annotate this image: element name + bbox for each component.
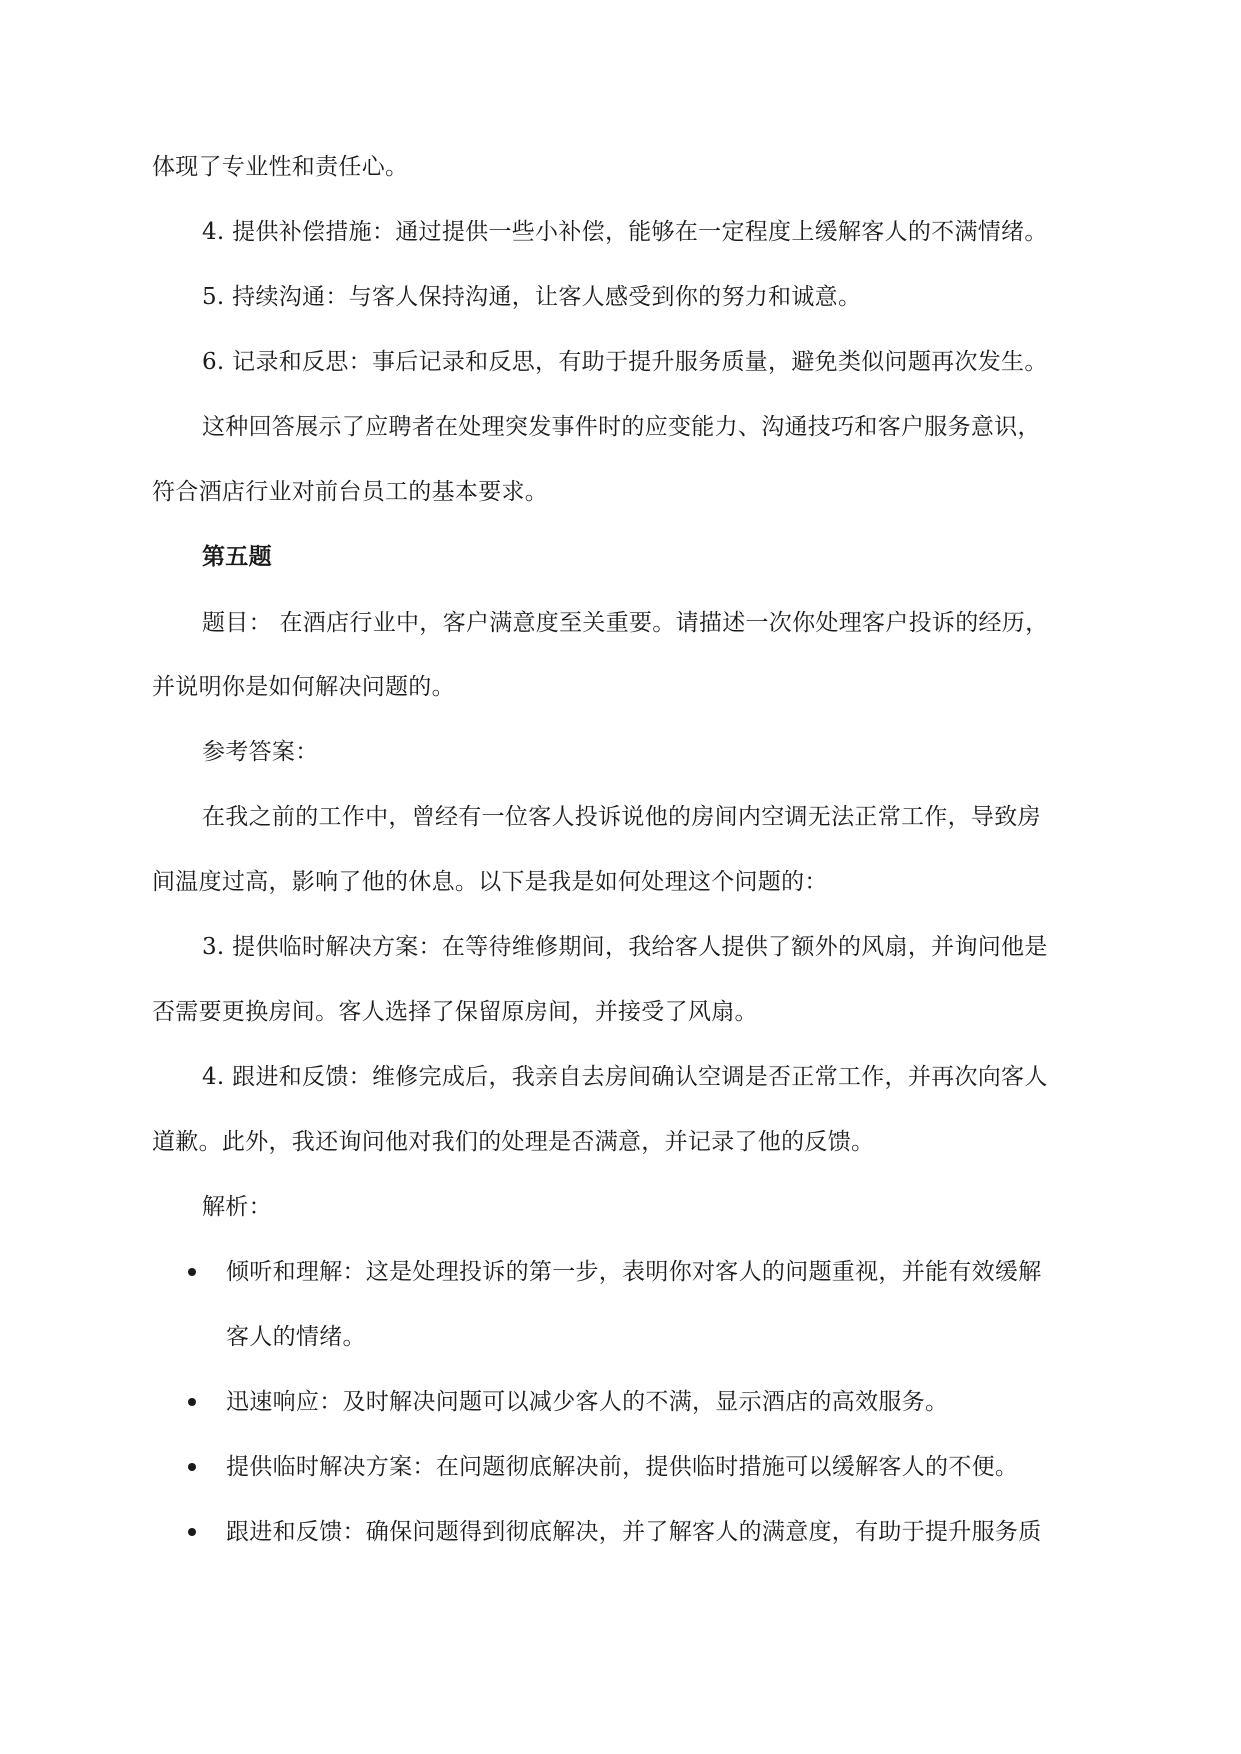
bullet-icon [188,1268,196,1276]
bullet-icon [188,1463,196,1471]
bullet-item: 倾听和理解：这是处理投诉的第一步，表明你对客人的问题重视，并能有效缓解 [226,1259,1042,1285]
text-line: 否需要更换房间。客人选择了保留原房间，并接受了风扇。 [152,999,758,1025]
text-line: 客人的情绪。 [226,1324,366,1350]
text-line: 6. 记录和反思：事后记录和反思，有助于提升服务质量，避免类似问题再次发生。 [202,349,1048,375]
bullet-icon [188,1528,196,1536]
text-line: 参考答案： [202,739,319,765]
text-line: 道歉。此外，我还询问他对我们的处理是否满意，并记录了他的反馈。 [152,1129,875,1155]
text-line: 题目： 在酒店行业中，客户满意度至关重要。请描述一次你处理客户投诉的经历， [202,610,1049,636]
text-line: 体现了专业性和责任心。 [152,154,409,180]
text-line: 5. 持续沟通：与客人保持沟通，让客人感受到你的努力和诚意。 [202,284,862,310]
text-line: 4. 跟进和反馈：维修完成后，我亲自去房间确认空调是否正常工作，并再次向客人 [202,1064,1048,1090]
bullet-item: 提供临时解决方案：在问题彻底解决前，提供临时措施可以缓解客人的不便。 [226,1454,1019,1480]
text-line: 符合酒店行业对前台员工的基本要求。 [152,479,549,505]
text-line: 并说明你是如何解决问题的。 [152,674,455,700]
bullet-item: 迅速响应：及时解决问题可以减少客人的不满，显示酒店的高效服务。 [226,1389,949,1415]
bullet-item: 跟进和反馈：确保问题得到彻底解决，并了解客人的满意度，有助于提升服务质 [226,1519,1042,1545]
text-line: 这种回答展示了应聘者在处理突发事件时的应变能力、沟通技巧和客户服务意识， [202,414,1041,440]
section-heading: 第五题 [202,543,272,570]
text-line: 解析： [202,1194,272,1220]
text-line: 在我之前的工作中，曾经有一位客人投诉说他的房间内空调无法正常工作，导致房 [202,804,1041,830]
text-line: 4. 提供补偿措施：通过提供一些小补偿，能够在一定程度上缓解客人的不满情绪。 [202,219,1048,245]
text-line: 3. 提供临时解决方案：在等待维修期间，我给客人提供了额外的风扇，并询问他是 [202,934,1048,960]
text-line: 间温度过高，影响了他的休息。以下是我是如何处理这个问题的： [152,869,828,895]
bullet-icon [188,1398,196,1406]
